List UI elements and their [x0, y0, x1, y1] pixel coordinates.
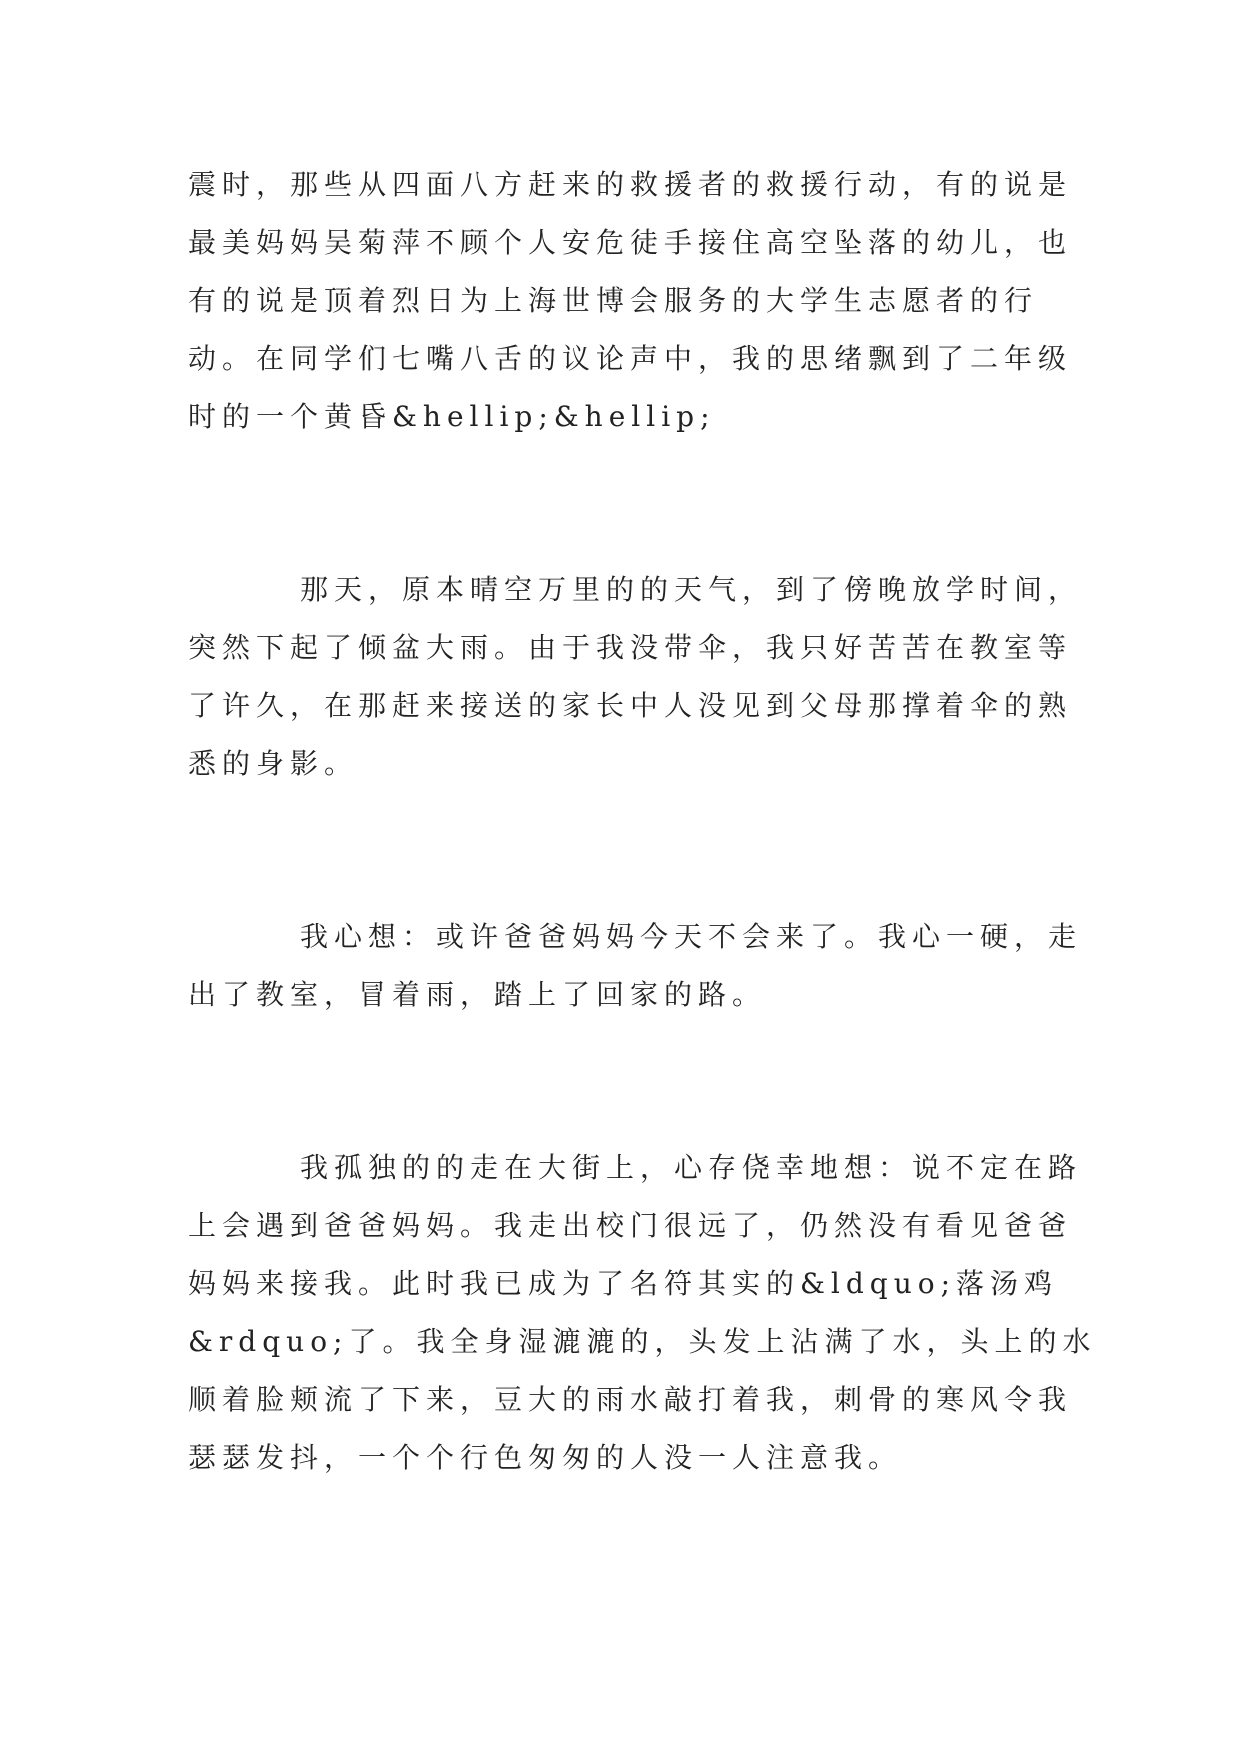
paragraph-2-line-1: 那天，原本晴空万里的的天气，到了傍晚放学时间， [300, 573, 1083, 606]
paragraph-1-line-2: 最美妈妈吴菊萍不顾个人安危徒手接住高空坠落的幼儿，也 [188, 226, 1073, 259]
paragraph-2-line-3: 了许久，在那赶来接送的家长中人没见到父母那撑着伞的熟 [188, 689, 1073, 722]
paragraph-4-line-4: &rdquo;了。我全身湿漉漉的，头发上沾满了水，头上的水 [188, 1325, 1097, 1358]
paragraph-2-line-4: 悉的身影。 [188, 747, 359, 780]
paragraph-4-line-3: 妈妈来接我。此时我已成为了名符其实的&ldquo;落汤鸡 [188, 1267, 1059, 1300]
paragraph-4-line-6: 瑟瑟发抖，一个个行色匆匆的人没一人注意我。 [188, 1441, 903, 1474]
paragraph-1-line-5: 时的一个黄昏&hellip;&hellip; [188, 400, 716, 433]
paragraph-1-line-1: 震时，那些从四面八方赶来的救援者的救援行动，有的说是 [188, 168, 1073, 201]
paragraph-4-line-5: 顺着脸颊流了下来，豆大的雨水敲打着我，刺骨的寒风令我 [188, 1383, 1073, 1416]
paragraph-1-line-4: 动。在同学们七嘴八舌的议论声中，我的思绪飘到了二年级 [188, 342, 1073, 375]
paragraph-3-line-2: 出了教室，冒着雨，踏上了回家的路。 [188, 978, 767, 1011]
paragraph-2-line-2: 突然下起了倾盆大雨。由于我没带伞，我只好苦苦在教室等 [188, 631, 1073, 664]
paragraph-4-line-2: 上会遇到爸爸妈妈。我走出校门很远了，仍然没有看见爸爸 [188, 1209, 1073, 1242]
paragraph-3-line-1: 我心想：或许爸爸妈妈今天不会来了。我心一硬，走 [300, 920, 1083, 953]
paragraph-1-line-3: 有的说是顶着烈日为上海世博会服务的大学生志愿者的行 [188, 284, 1039, 317]
paragraph-4-line-1: 我孤独的的走在大街上，心存侥幸地想：说不定在路 [300, 1151, 1083, 1184]
